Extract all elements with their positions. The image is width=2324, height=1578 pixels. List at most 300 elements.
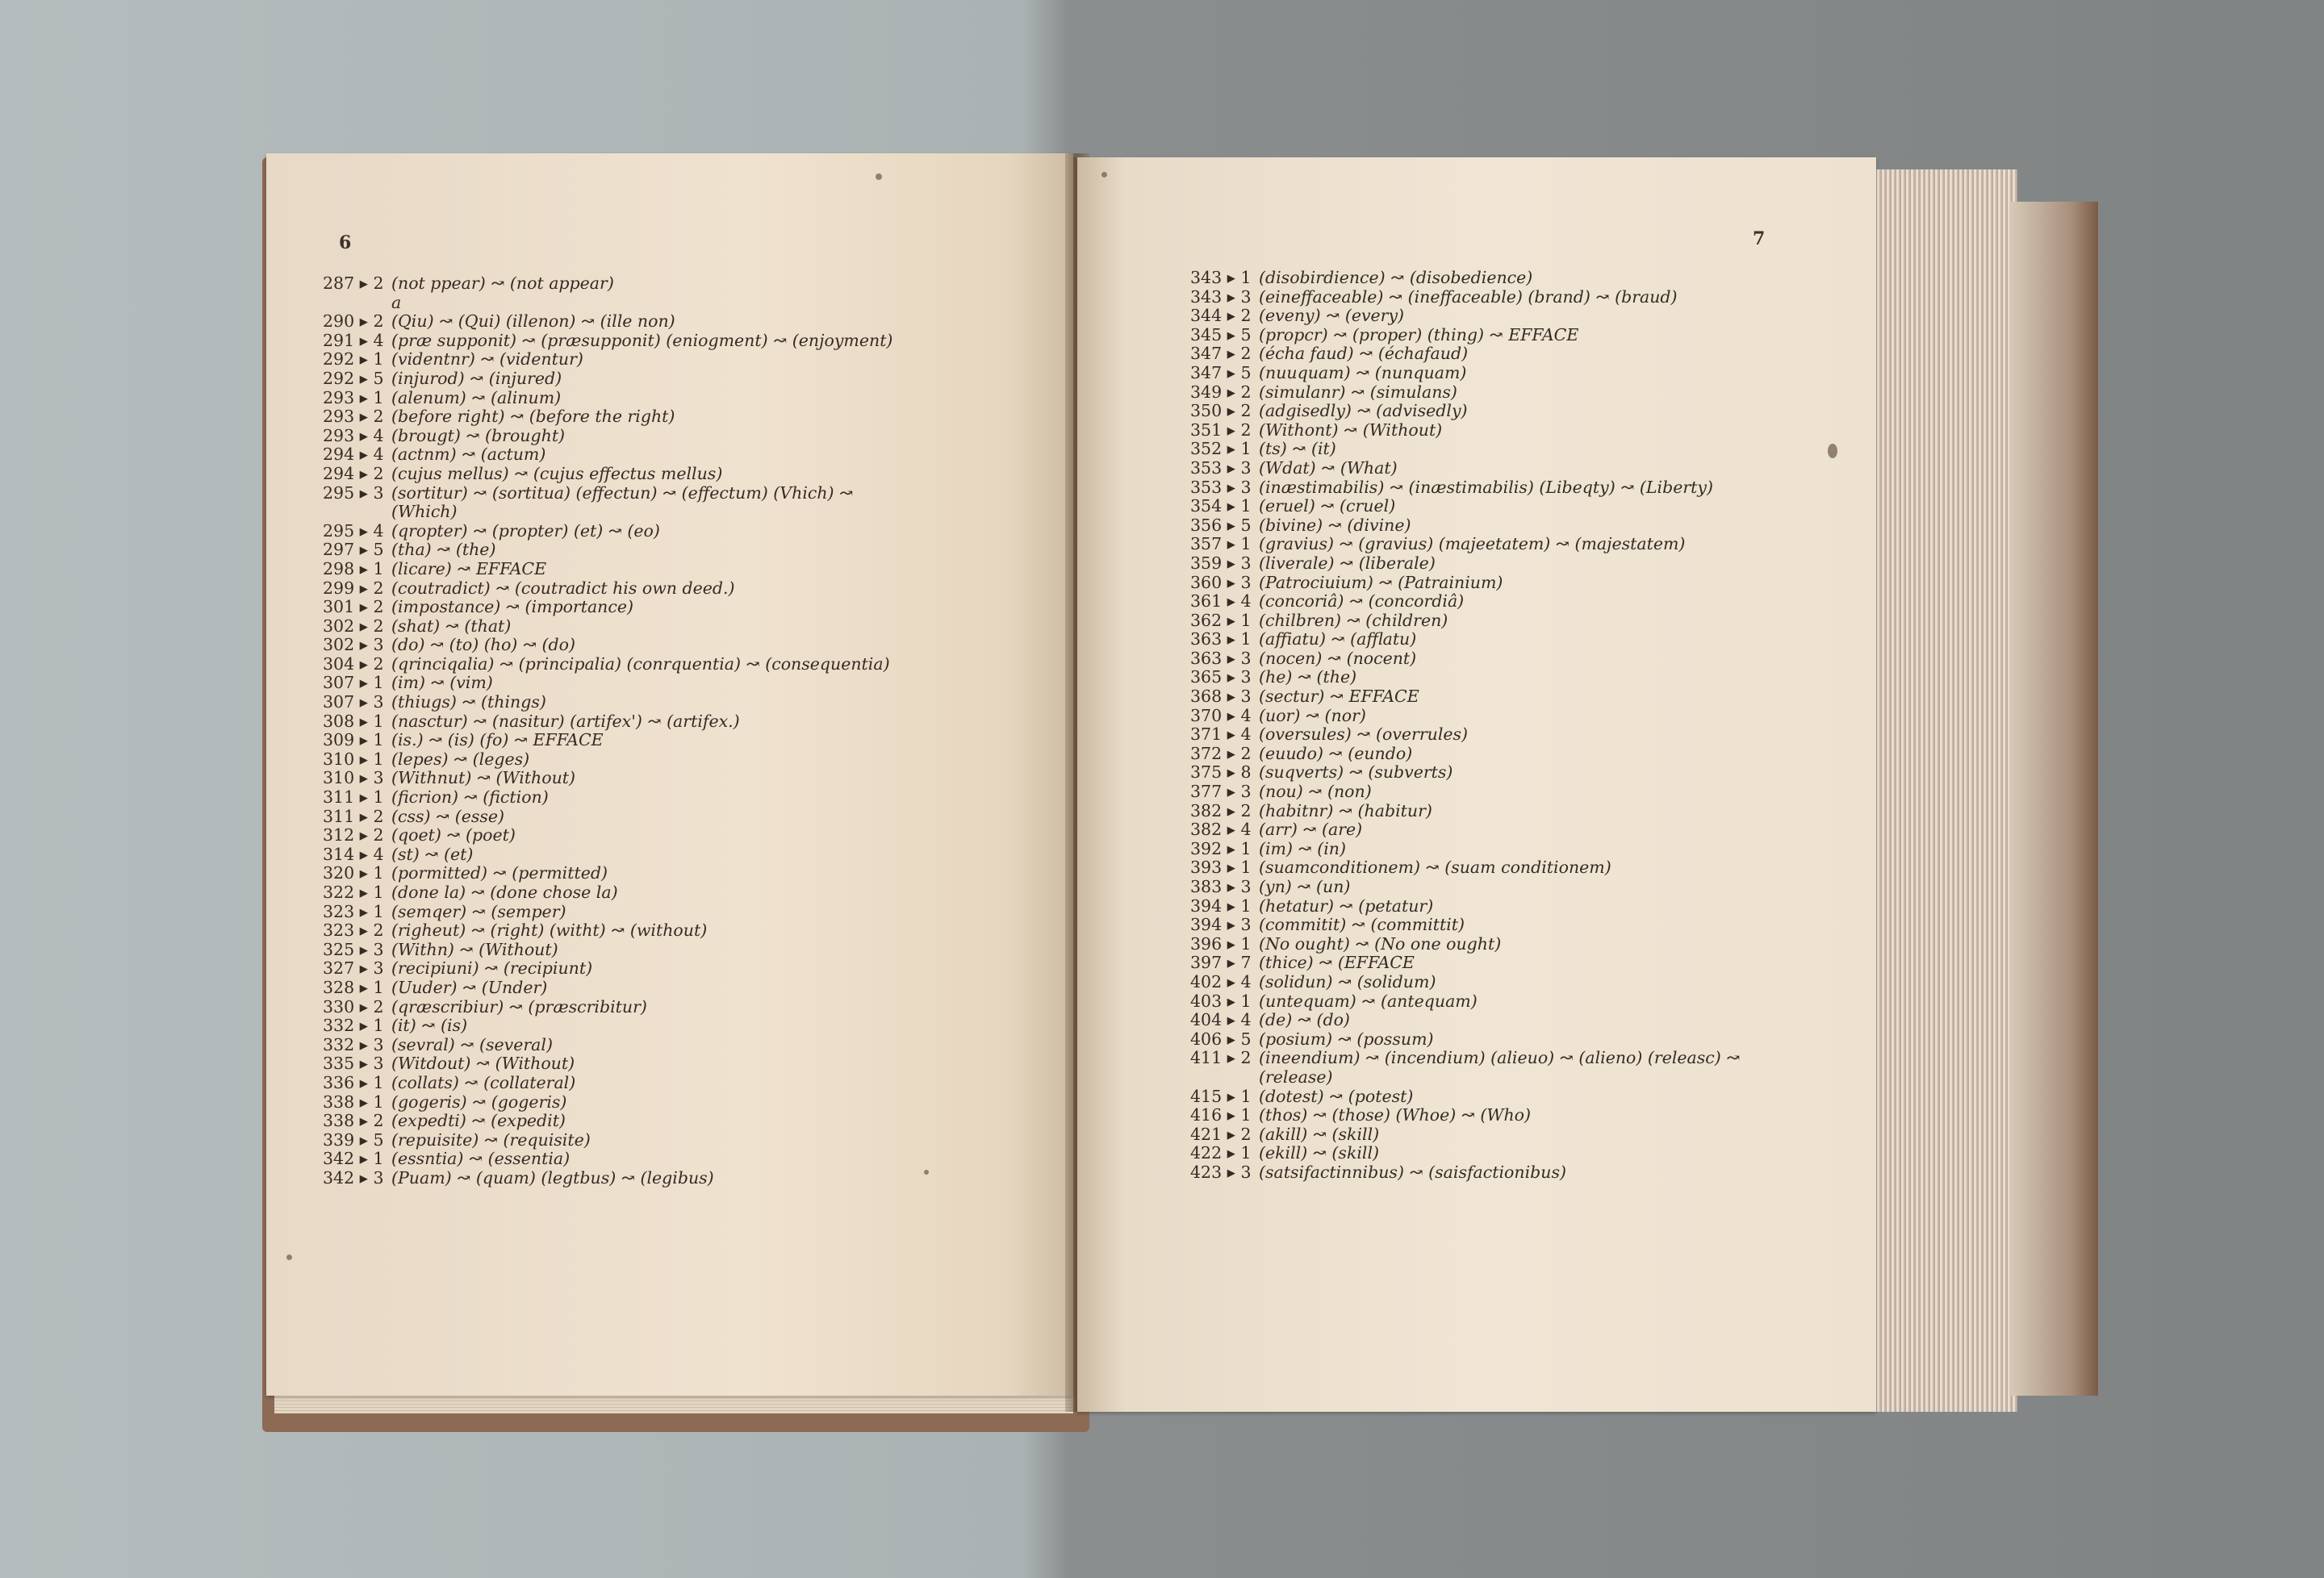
- left-page-entry: [323, 903, 892, 922]
- left-page-entry: [323, 560, 892, 579]
- entry-reference: 327 ▸ 3: [323, 958, 384, 979]
- entry-reference: 294 ▸ 4: [323, 445, 384, 465]
- entry-correction: (No ought) ↝ (No one ought): [1259, 933, 1502, 954]
- open-book: [258, 153, 2114, 1444]
- entry-reference: 406 ▸ 5: [1190, 1029, 1252, 1049]
- entry-reference: 416 ▸ 1: [1190, 1105, 1252, 1125]
- entry-reference: 291 ▸ 4: [323, 330, 384, 350]
- right-page-entry: [1190, 935, 1740, 954]
- entry-reference: 342 ▸ 1: [323, 1149, 384, 1169]
- entry-reference: 423 ▸ 3: [1190, 1162, 1252, 1182]
- right-page-entry: [1190, 535, 1740, 554]
- right-page-entry: [1190, 649, 1740, 669]
- right-page-entry: [1190, 802, 1740, 821]
- right-page-entry: [1190, 383, 1740, 403]
- left-page-entry: [323, 1017, 892, 1036]
- entry-reference: 293 ▸ 1: [323, 387, 384, 407]
- left-page-entry: [323, 769, 892, 788]
- entry-correction: (not ppear) ↝ (not appear): [391, 273, 614, 293]
- entry-correction: (dotest) ↝ (potest): [1259, 1086, 1414, 1106]
- entry-reference: 310 ▸ 3: [323, 768, 384, 788]
- entry-reference: 354 ▸ 1: [1190, 496, 1252, 516]
- entry-reference: 338 ▸ 2: [323, 1111, 384, 1131]
- right-page-entry: [1190, 1068, 1740, 1087]
- right-page-entry: [1190, 554, 1740, 574]
- left-page-entry: [323, 1036, 892, 1055]
- entry-correction: (coutradict) ↝ (coutradict his own deed.): [391, 578, 735, 598]
- stain: [876, 173, 882, 180]
- entry-correction: (cujus mellus) ↝ (cujus effectus mellus): [391, 463, 723, 483]
- left-page-entry: [323, 712, 892, 732]
- right-page-entry: [1190, 1163, 1740, 1183]
- entry-reference: 323 ▸ 2: [323, 920, 384, 941]
- entry-correction: (thiugs) ↝ (things): [391, 692, 546, 712]
- right-page-entry: [1190, 592, 1740, 612]
- left-page-entry: [323, 598, 892, 617]
- entry-correction: (affiatu) ↝ (afflatu): [1259, 629, 1417, 649]
- entry-correction: (thos) ↝ (those) (Whoe) ↝ (Who): [1259, 1105, 1532, 1125]
- entry-correction: (sectur) ↝ EFFACE: [1259, 687, 1419, 707]
- right-page-entry: [1190, 878, 1740, 897]
- entry-reference: 293 ▸ 2: [323, 407, 384, 427]
- entry-reference: 343 ▸ 1: [1190, 268, 1252, 287]
- right-page-entry: [1190, 783, 1740, 802]
- right-page-entry: [1190, 459, 1740, 478]
- entry-correction: (akill) ↝ (skill): [1259, 1124, 1380, 1144]
- right-page-entry: [1190, 745, 1740, 764]
- right-page-entry: [1190, 668, 1740, 687]
- entry-correction: (Wdat) ↝ (What): [1259, 457, 1398, 478]
- right-page-entry: [1190, 1125, 1740, 1145]
- entry-reference: 299 ▸ 2: [323, 578, 384, 598]
- entry-reference: 403 ▸ 1: [1190, 991, 1252, 1011]
- right-page-entry: [1190, 916, 1740, 935]
- entry-reference: 335 ▸ 3: [323, 1054, 384, 1074]
- entry-correction: (eruel) ↝ (cruel): [1259, 496, 1396, 516]
- entry-reference: 312 ▸ 2: [323, 825, 384, 845]
- entry-reference: 353 ▸ 3: [1190, 457, 1252, 478]
- left-page-entry: [323, 445, 892, 465]
- entry-correction: (recipiuni) ↝ (recipiunt): [391, 958, 593, 979]
- entry-reference: 293 ▸ 4: [323, 425, 384, 445]
- entry-correction: (chilbren) ↝ (children): [1259, 610, 1448, 630]
- entry-correction: (simulanr) ↝ (simulans): [1259, 382, 1457, 402]
- entry-correction: (actnm) ↝ (actum): [391, 445, 546, 465]
- left-page-entry: [323, 369, 892, 389]
- entry-reference: 301 ▸ 2: [323, 597, 384, 617]
- entry-correction: (ekill) ↝ (skill): [1259, 1143, 1380, 1163]
- entry-reference: 411 ▸ 2: [1190, 1048, 1252, 1068]
- entry-reference: 377 ▸ 3: [1190, 782, 1252, 802]
- entry-reference: 314 ▸ 4: [323, 844, 384, 864]
- right-page-entry: [1190, 516, 1740, 536]
- right-page-entry: [1190, 364, 1740, 383]
- entry-correction: (posium) ↝ (possum): [1259, 1029, 1434, 1049]
- entry-correction: (im) ↝ (in): [1259, 838, 1346, 858]
- entry-correction: a: [391, 292, 402, 312]
- entry-reference: 311 ▸ 1: [323, 787, 384, 808]
- entry-reference: 370 ▸ 4: [1190, 705, 1252, 725]
- entry-correction: (Withnut) ↝ (Without): [391, 768, 576, 788]
- left-page-entry: [323, 750, 892, 770]
- entry-correction: (he) ↝ (the): [1259, 667, 1357, 687]
- entry-reference: 297 ▸ 5: [323, 540, 384, 560]
- right-page-entry: [1190, 973, 1740, 992]
- left-page-entry: [323, 312, 892, 332]
- right-page-entry: [1190, 763, 1740, 783]
- entry-reference: 338 ▸ 1: [323, 1092, 384, 1112]
- entry-reference: 330 ▸ 2: [323, 996, 384, 1017]
- left-page-entry: [323, 484, 892, 503]
- entry-correction: (st) ↝ (et): [391, 844, 474, 864]
- entry-correction: (Patrociuium) ↝ (Patrainium): [1259, 572, 1503, 592]
- left-page-entry: [323, 1131, 892, 1150]
- entry-correction: (essntia) ↝ (essentia): [391, 1149, 571, 1169]
- left-page-entry: [323, 1150, 892, 1169]
- left-page-entry: [323, 864, 892, 883]
- left-page-entry: [323, 389, 892, 408]
- left-page-entry: [323, 731, 892, 750]
- right-page-entry: [1190, 421, 1740, 440]
- entry-correction: (eveny) ↝ (every): [1259, 306, 1405, 326]
- left-page-entry: [323, 979, 892, 998]
- right-page-entry: [1190, 288, 1740, 307]
- entry-reference: 371 ▸ 4: [1190, 724, 1252, 745]
- entry-reference: 356 ▸ 5: [1190, 515, 1252, 535]
- entry-reference: 302 ▸ 3: [323, 635, 384, 655]
- left-page-entry: [323, 579, 892, 599]
- entry-reference: 361 ▸ 4: [1190, 591, 1252, 612]
- entry-correction: (untequam) ↝ (antequam): [1259, 991, 1478, 1011]
- left-page-entry: [323, 845, 892, 865]
- entry-correction: (yn) ↝ (un): [1259, 877, 1351, 896]
- right-page: [1077, 157, 1876, 1412]
- entry-correction: (bivine) ↝ (divine): [1259, 515, 1411, 535]
- entry-correction: (Qiu) ↝ (Qui) (illenon) ↝ (ille non): [391, 311, 675, 332]
- entry-reference: 328 ▸ 1: [323, 977, 384, 997]
- right-page-entry: [1190, 897, 1740, 916]
- left-page-entry: [323, 808, 892, 827]
- entry-reference: 294 ▸ 2: [323, 463, 384, 483]
- entry-correction: (nuuquam) ↝ (nunquam): [1259, 362, 1467, 382]
- left-page-entry: [323, 674, 892, 693]
- entry-correction: (licare) ↝ EFFACE: [391, 558, 547, 578]
- left-page-entry: [323, 693, 892, 712]
- entry-reference: 322 ▸ 1: [323, 883, 384, 902]
- left-page-entry: [323, 883, 892, 903]
- entry-reference: 298 ▸ 1: [323, 558, 384, 578]
- left-page-entry: [323, 1074, 892, 1093]
- entry-reference: 382 ▸ 2: [1190, 800, 1252, 820]
- entry-correction: (qoet) ↝ (poet): [391, 825, 516, 845]
- left-page-entry: [323, 294, 892, 313]
- right-page-entry: [1190, 307, 1740, 326]
- entry-reference: 307 ▸ 3: [323, 692, 384, 712]
- right-page-entry: [1190, 1049, 1740, 1068]
- entry-reference: 402 ▸ 4: [1190, 971, 1252, 991]
- right-cover: [2009, 202, 2098, 1396]
- right-page-entry: [1190, 1087, 1740, 1107]
- left-page-entry: [323, 274, 892, 294]
- entry-reference: 351 ▸ 2: [1190, 420, 1252, 440]
- entry-correction: (Which): [391, 502, 458, 522]
- entry-correction: (solidun) ↝ (solidum): [1259, 971, 1436, 991]
- entry-reference: 309 ▸ 1: [323, 730, 384, 750]
- right-page-entry: [1190, 725, 1740, 745]
- entry-reference: 308 ▸ 1: [323, 711, 384, 731]
- left-page-entry: [323, 788, 892, 808]
- entry-correction: (righeut) ↝ (right) (witht) ↝ (without): [391, 920, 708, 941]
- entry-reference: 343 ▸ 3: [1190, 286, 1252, 307]
- entry-correction: (qropter) ↝ (propter) (et) ↝ (eo): [391, 520, 660, 541]
- entry-correction: (Uuder) ↝ (Under): [391, 977, 548, 997]
- entry-correction: (done la) ↝ (done chose la): [391, 883, 618, 902]
- entry-reference: 353 ▸ 3: [1190, 477, 1252, 497]
- entry-correction: (liverale) ↝ (liberale): [1259, 553, 1436, 573]
- entry-reference: [1190, 1068, 1259, 1087]
- entry-reference: 325 ▸ 3: [323, 939, 384, 959]
- entry-correction: (de) ↝ (do): [1259, 1010, 1350, 1030]
- entry-correction: (nocen) ↝ (nocent): [1259, 648, 1417, 668]
- entry-reference: 365 ▸ 3: [1190, 667, 1252, 687]
- entry-correction: (suqverts) ↝ (subverts): [1259, 762, 1453, 783]
- left-page-edge: [274, 1396, 1073, 1413]
- right-page-entry: [1190, 1030, 1740, 1050]
- entry-correction: (collats) ↝ (collateral): [391, 1072, 576, 1092]
- entry-reference: 347 ▸ 2: [1190, 344, 1252, 364]
- entry-correction: (écha faud) ↝ (échafaud): [1259, 344, 1469, 364]
- entry-reference: 292 ▸ 1: [323, 349, 384, 369]
- entry-correction: (release): [1259, 1067, 1333, 1087]
- left-page-entry: [323, 427, 892, 446]
- entry-reference: 363 ▸ 1: [1190, 629, 1252, 649]
- entry-correction: (expedti) ↝ (expedit): [391, 1111, 566, 1131]
- entry-reference: 359 ▸ 3: [1190, 553, 1252, 573]
- right-page-entry: [1190, 612, 1740, 631]
- left-page: [266, 153, 1073, 1396]
- left-page-entry: [323, 826, 892, 845]
- left-page-entry: [323, 503, 892, 522]
- entry-reference: 339 ▸ 5: [323, 1129, 384, 1150]
- entry-correction: (qræscribiur) ↝ (præscribitur): [391, 996, 647, 1017]
- right-page-entry: [1190, 326, 1740, 345]
- right-page-entry: [1190, 820, 1740, 840]
- entry-reference: 342 ▸ 3: [323, 1167, 384, 1188]
- entry-reference: 372 ▸ 2: [1190, 743, 1252, 763]
- right-page-entry: [1190, 858, 1740, 878]
- entry-correction: (css) ↝ (esse): [391, 806, 505, 826]
- left-page-entry: [323, 636, 892, 655]
- right-page-entry: [1190, 954, 1740, 973]
- entry-correction: (euudo) ↝ (eundo): [1259, 743, 1413, 763]
- entry-reference: 311 ▸ 2: [323, 806, 384, 826]
- right-page-entry: [1190, 1144, 1740, 1163]
- entry-reference: 287 ▸ 2: [323, 273, 384, 293]
- entry-correction: (ficrion) ↝ (fiction): [391, 787, 549, 808]
- page-stack: [1872, 169, 2017, 1412]
- entry-correction: (repuisite) ↝ (requisite): [391, 1129, 591, 1150]
- entry-reference: 394 ▸ 1: [1190, 895, 1252, 916]
- entry-correction: (hetatur) ↝ (petatur): [1259, 895, 1434, 916]
- entry-correction: (concoriâ) ↝ (concordiâ): [1259, 591, 1465, 612]
- left-page-entry: [323, 1054, 892, 1074]
- entry-correction: (sortitur) ↝ (sortitua) (effectun) ↝ (effectum) (Vhich) ↝: [391, 482, 854, 503]
- left-page-entry: [323, 541, 892, 560]
- stain: [924, 1170, 929, 1175]
- entry-correction: (it) ↝ (is): [391, 1016, 468, 1036]
- entry-correction: (commitit) ↝ (committit): [1259, 915, 1465, 935]
- entry-reference: 304 ▸ 2: [323, 653, 384, 674]
- entry-correction: (lepes) ↝ (leges): [391, 749, 530, 769]
- left-page-entry: [323, 522, 892, 541]
- entry-correction: (tha) ↝ (the): [391, 540, 496, 560]
- left-page-entry: [323, 332, 892, 351]
- entry-correction: (Withont) ↝ (Without): [1259, 420, 1443, 440]
- entry-reference: 421 ▸ 2: [1190, 1124, 1252, 1144]
- entry-reference: 332 ▸ 3: [323, 1034, 384, 1054]
- entry-reference: 344 ▸ 2: [1190, 306, 1252, 326]
- left-page-entry: [323, 465, 892, 484]
- left-page-entry: [323, 1169, 892, 1188]
- entry-correction: (Witdout) ↝ (Without): [391, 1054, 575, 1074]
- entry-reference: 295 ▸ 3: [323, 482, 384, 503]
- right-page-entry: [1190, 840, 1740, 859]
- left-page-entry: [323, 1112, 892, 1131]
- entry-correction: (pormitted) ↝ (permitted): [391, 863, 608, 883]
- entry-reference: 290 ▸ 2: [323, 311, 384, 332]
- stain: [286, 1254, 292, 1260]
- entry-reference: 415 ▸ 1: [1190, 1086, 1252, 1106]
- entry-correction: (gravius) ↝ (gravius) (majeetatem) ↝ (majestatem): [1259, 534, 1686, 554]
- entry-correction: (injurod) ↝ (injured): [391, 368, 562, 388]
- left-page-entry: [323, 350, 892, 369]
- left-errata-list: [323, 274, 892, 1188]
- right-page-number: 7: [1753, 228, 1766, 249]
- entry-correction: (nou) ↝ (non): [1259, 782, 1372, 802]
- entry-correction: (habitnr) ↝ (habitur): [1259, 800, 1432, 820]
- entry-reference: 349 ▸ 2: [1190, 382, 1252, 402]
- right-page-entry: [1190, 478, 1740, 498]
- entry-correction: (is.) ↝ (is) (fo) ↝ EFFACE: [391, 730, 604, 750]
- entry-reference: 404 ▸ 4: [1190, 1010, 1252, 1030]
- right-page-entry: [1190, 344, 1740, 364]
- entry-reference: 320 ▸ 1: [323, 863, 384, 883]
- entry-reference: 352 ▸ 1: [1190, 439, 1252, 459]
- entry-reference: 336 ▸ 1: [323, 1072, 384, 1092]
- right-page-entry: [1190, 687, 1740, 707]
- entry-reference: 422 ▸ 1: [1190, 1143, 1252, 1163]
- entry-correction: (qrinciqalia) ↝ (principalia) (conrquentia) ↝ (consequentia): [391, 653, 890, 674]
- entry-correction: (Withn) ↝ (Without): [391, 939, 558, 959]
- right-page-entry: [1190, 1011, 1740, 1030]
- left-page-entry: [323, 959, 892, 979]
- entry-reference: 323 ▸ 1: [323, 901, 384, 921]
- entry-correction: (oversules) ↝ (overrules): [1259, 724, 1469, 745]
- entry-correction: (videntnr) ↝ (videntur): [391, 349, 583, 369]
- entry-reference: 302 ▸ 2: [323, 616, 384, 636]
- entry-correction: (nasctur) ↝ (nasitur) (artifex') ↝ (artifex.): [391, 711, 740, 731]
- entry-reference: 357 ▸ 1: [1190, 534, 1252, 554]
- entry-reference: 307 ▸ 1: [323, 673, 384, 693]
- right-page-entry: [1190, 992, 1740, 1012]
- left-page-number: 6: [339, 232, 352, 253]
- entry-correction: (alenum) ↝ (alinum): [391, 387, 562, 407]
- left-page-entry: [323, 998, 892, 1017]
- entry-correction: (gogeris) ↝ (gogeris): [391, 1092, 567, 1112]
- entry-correction: (suamconditionem) ↝ (suam conditionem): [1259, 858, 1611, 878]
- right-page-entry: [1190, 630, 1740, 649]
- right-page-entry: [1190, 707, 1740, 726]
- left-page-entry: [323, 407, 892, 427]
- entry-reference: 393 ▸ 1: [1190, 858, 1252, 878]
- stain: [1828, 444, 1837, 458]
- left-page-entry: [323, 617, 892, 637]
- entry-reference: 382 ▸ 4: [1190, 820, 1252, 840]
- right-page-entry: [1190, 402, 1740, 421]
- entry-correction: (adgisedly) ↝ (advisedly): [1259, 401, 1468, 421]
- left-page-entry: [323, 655, 892, 674]
- entry-correction: (ts) ↝ (it): [1259, 439, 1336, 459]
- entry-correction: (propcr) ↝ (proper) (thing) ↝ EFFACE: [1259, 324, 1579, 344]
- entry-correction: (im) ↝ (vim): [391, 673, 493, 693]
- left-page-entry: [323, 941, 892, 960]
- stain: [1101, 172, 1107, 177]
- entry-reference: 394 ▸ 3: [1190, 915, 1252, 935]
- entry-reference: 292 ▸ 5: [323, 368, 384, 388]
- left-page-entry: [323, 1093, 892, 1113]
- entry-reference: [323, 503, 391, 522]
- entry-correction: (eineffaceable) ↝ (ineffaceable) (brand) ↝ (braud): [1259, 286, 1678, 307]
- entry-correction: (ineendium) ↝ (incendium) (alieuo) ↝ (alieno) (releasc) ↝: [1259, 1048, 1741, 1068]
- entry-correction: (uor) ↝ (nor): [1259, 705, 1366, 725]
- entry-correction: (before right) ↝ (before the right): [391, 407, 675, 427]
- entry-correction: (arr) ↝ (are): [1259, 820, 1363, 840]
- right-page-entry: [1190, 440, 1740, 459]
- right-errata-list: [1190, 269, 1740, 1183]
- entry-reference: 360 ▸ 3: [1190, 572, 1252, 592]
- entry-correction: (disobirdience) ↝ (disobedience): [1259, 268, 1533, 287]
- entry-reference: 375 ▸ 8: [1190, 762, 1252, 783]
- entry-correction: (impostance) ↝ (importance): [391, 597, 633, 617]
- entry-correction: (thice) ↝ (EFFACE: [1259, 953, 1415, 973]
- entry-correction: (shat) ↝ (that): [391, 616, 512, 636]
- entry-reference: 396 ▸ 1: [1190, 933, 1252, 954]
- entry-reference: 310 ▸ 1: [323, 749, 384, 769]
- right-page-entry: [1190, 1106, 1740, 1125]
- entry-reference: 332 ▸ 1: [323, 1016, 384, 1036]
- entry-correction: (semqer) ↝ (semper): [391, 901, 566, 921]
- entry-correction: (præ supponit) ↝ (præsupponit) (eniogment) ↝ (enjoyment): [391, 330, 893, 350]
- entry-correction: (do) ↝ (to) (ho) ↝ (do): [391, 635, 575, 655]
- entry-correction: (brougt) ↝ (brought): [391, 425, 566, 445]
- entry-reference: 345 ▸ 5: [1190, 324, 1252, 344]
- left-page-entry: [323, 921, 892, 941]
- entry-reference: 397 ▸ 7: [1190, 953, 1252, 973]
- entry-correction: (inæstimabilis) ↝ (inæstimabilis) (Libeqty) ↝ (Liberty): [1259, 477, 1713, 497]
- entry-reference: 347 ▸ 5: [1190, 362, 1252, 382]
- entry-reference: 295 ▸ 4: [323, 520, 384, 541]
- right-page-entry: [1190, 269, 1740, 288]
- entry-reference: 383 ▸ 3: [1190, 877, 1252, 896]
- entry-reference: 362 ▸ 1: [1190, 610, 1252, 630]
- entry-correction: (satsifactinnibus) ↝ (saisfactionibus): [1259, 1162, 1567, 1182]
- entry-reference: 350 ▸ 2: [1190, 401, 1252, 421]
- entry-reference: 363 ▸ 3: [1190, 648, 1252, 668]
- entry-reference: 392 ▸ 1: [1190, 838, 1252, 858]
- entry-reference: [323, 294, 391, 313]
- entry-correction: (sevral) ↝ (several): [391, 1034, 553, 1054]
- right-page-entry: [1190, 497, 1740, 516]
